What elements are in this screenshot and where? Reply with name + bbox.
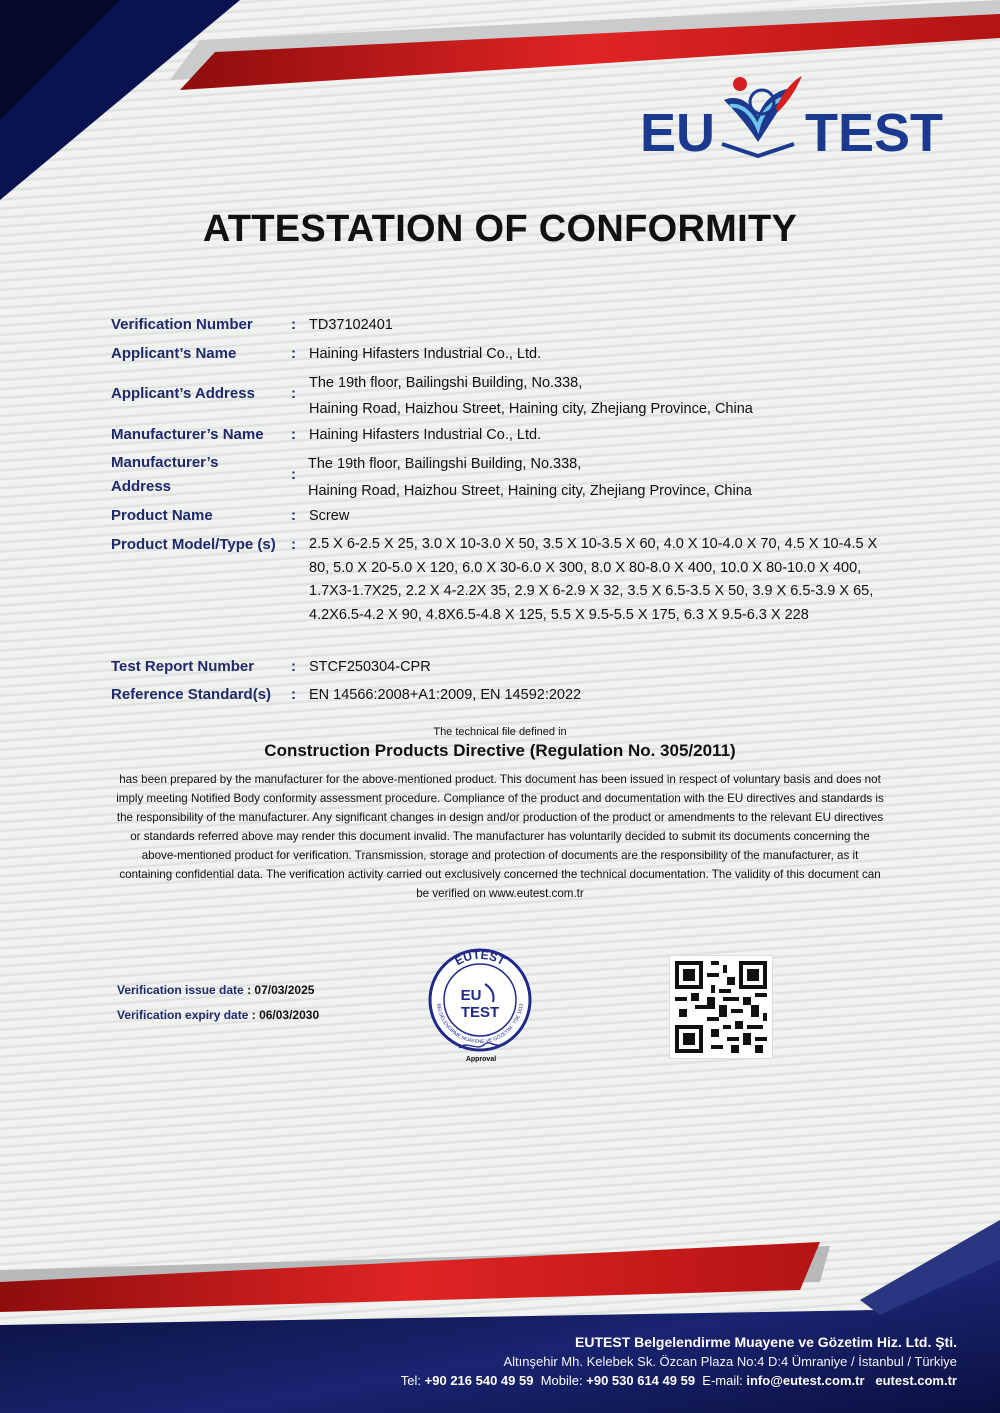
field-test-report [111, 655, 911, 681]
field-value [309, 370, 899, 422]
mobile-value: +90 530 614 49 59 [586, 1373, 696, 1388]
field-colon: : [291, 507, 296, 524]
field-label: Product Model/Type (s) [111, 536, 276, 553]
field-applicant-address [111, 370, 911, 422]
field-value: TD37102401 [309, 317, 393, 333]
directive-title: Construction Products Directive (Regulation No. 305/2011) [264, 741, 736, 760]
field-value [308, 451, 898, 505]
field-colon: : [291, 426, 296, 443]
approval-seal [425, 948, 535, 1066]
logo-word-eu: EU [640, 103, 716, 163]
expiry-date-value: : 06/03/2030 [251, 1008, 320, 1022]
seal-approval-text: Approval [465, 1056, 497, 1063]
field-colon: : [291, 345, 296, 362]
mobile-label: Mobile: [540, 1373, 583, 1388]
technical-file-intro: The technical file defined in [433, 726, 567, 738]
field-label: Product Name [111, 507, 213, 524]
field-value: 2.5 X 6-2.5 X 25, 3.0 X 10-3.0 X 50, 3.5 X 10-3.5 X 60, 4.0 X 10-4.0 X 70, 4.5 X 10-4.5 X 80, 5.0 X 20-5.0 X 120, 6.0 X 30-6.0 X 300, 8.0 X 80-8.0 X 400, 10.0 X 80-10.0 X 400, 1.7X3-1.7X25, 2.2 X 4-2.2X 35, 2.9 X 6-2.9 X 32, 3.5 X 6.5-3.5 X 50, 3.9 X 6.5-3.9 X 65, 4.2X6.5-4.2 X 90, 4.8X6.5-4.8 X 125, 5.5 X 9.5-5.5 X 175, 6.3 X 9.5-6.3 X 228 [309, 536, 878, 623]
field-value: Haining Hifasters Industrial Co., Ltd. [309, 346, 542, 362]
tel-label: Tel: [400, 1373, 422, 1388]
statement-paragraph: has been prepared by the manufacturer for the above-mentioned product. This document has been issued in respect of voluntary basis and does not imply meeting Notified Body conformity assessment procedure. Compliance of the product and documentation with the EU directives and standards is the responsibility of the manufacturer. Any significant changes in design and/or production of the product or amendments to the relevant EU directives or standards referred above may render this document invalid. The manufacturer has voluntarily decided to submit its documents concerning the above-mentioned product for verification. Transmission, storage and protection of documents are the responsibility of the manufacturer, as it containing confidential data. The verification activity carried out exclusively concerned the technical documentation. The validity of this document can be verified on www.eutest.com.tr [116, 773, 884, 900]
field-colon: : [291, 658, 296, 675]
field-verification-number [111, 313, 911, 339]
footer-contact [401, 1371, 957, 1390]
footer-address: Altınşehir Mh. Kelebek Sk. Özcan Plaza No:4 D:4 Ümraniye / İstanbul / Türkiye [503, 1354, 957, 1369]
seal-top-text: EUTEST [452, 948, 508, 969]
field-value: EN 14566:2008+A1:2009, EN 14592:2022 [309, 687, 582, 703]
field-label: Reference Standard(s) [111, 686, 272, 703]
field-label-line-1: Manufacturer’s [111, 454, 219, 471]
seal-center-test: TEST [460, 1004, 500, 1021]
field-manufacturer-address [111, 451, 911, 503]
field-label-line-2: Address [111, 478, 172, 495]
field-product-name [111, 504, 911, 530]
field-label: Verification Number [111, 316, 253, 333]
field-colon: : [291, 385, 296, 402]
field-label: Applicant’s Address [111, 385, 255, 402]
field-label: Manufacturer’s Name [111, 426, 264, 443]
field-value: STCF250304-CPR [309, 659, 431, 675]
field-label [111, 451, 296, 499]
email-link[interactable]: info@eutest.com.tr [746, 1373, 865, 1388]
email-label: E-mail: [702, 1373, 743, 1388]
logo-word-test: TEST [805, 103, 944, 163]
field-applicant-name [111, 342, 911, 368]
address-line-1: The 19th floor, Bailingshi Building, No.338, [309, 375, 583, 391]
address-line-2: Haining Road, Haizhou Street, Haining city, Zhejiang Province, China [308, 483, 752, 499]
qr-pattern [671, 957, 771, 1057]
field-value: Screw [309, 508, 350, 524]
website-link[interactable]: eutest.com.tr [875, 1373, 957, 1388]
document-title: ATTESTATION OF CONFORMITY [202, 208, 798, 250]
field-colon: : [291, 536, 296, 553]
seal-ring-text: BELGELENDİRME MUAYENE VE GÖZETİM · TSE 1613 [435, 1003, 525, 1045]
field-colon: : [291, 686, 296, 703]
field-label: Test Report Number [111, 658, 255, 675]
field-manufacturer-name [111, 423, 911, 449]
field-colon: : [291, 466, 296, 483]
field-colon: : [291, 316, 296, 333]
address-line-1: The 19th floor, Bailingshi Building, No.338, [308, 456, 582, 472]
seal-center-eu: EU [460, 987, 482, 1004]
field-label: Applicant’s Name [111, 345, 237, 362]
footer-company: EUTEST Belgelendirme Muayene ve Gözetim Hiz. Ltd. Şti. [575, 1334, 957, 1350]
field-reference-standard [111, 683, 911, 709]
issue-date-value: : 07/03/2025 [247, 983, 315, 997]
qr-code-icon [669, 955, 773, 1059]
tel-value: +90 216 540 49 59 [424, 1373, 534, 1388]
field-product-model [111, 533, 911, 653]
field-value: Haining Hifasters Industrial Co., Ltd. [309, 427, 542, 443]
issue-date-label: Verification issue date [117, 983, 244, 997]
address-line-2: Haining Road, Haizhou Street, Haining city, Zhejiang Province, China [309, 401, 753, 417]
footer [401, 1332, 957, 1390]
expiry-date [117, 1008, 319, 1022]
expiry-date-label: Verification expiry date [117, 1008, 249, 1022]
issue-date [117, 983, 314, 997]
